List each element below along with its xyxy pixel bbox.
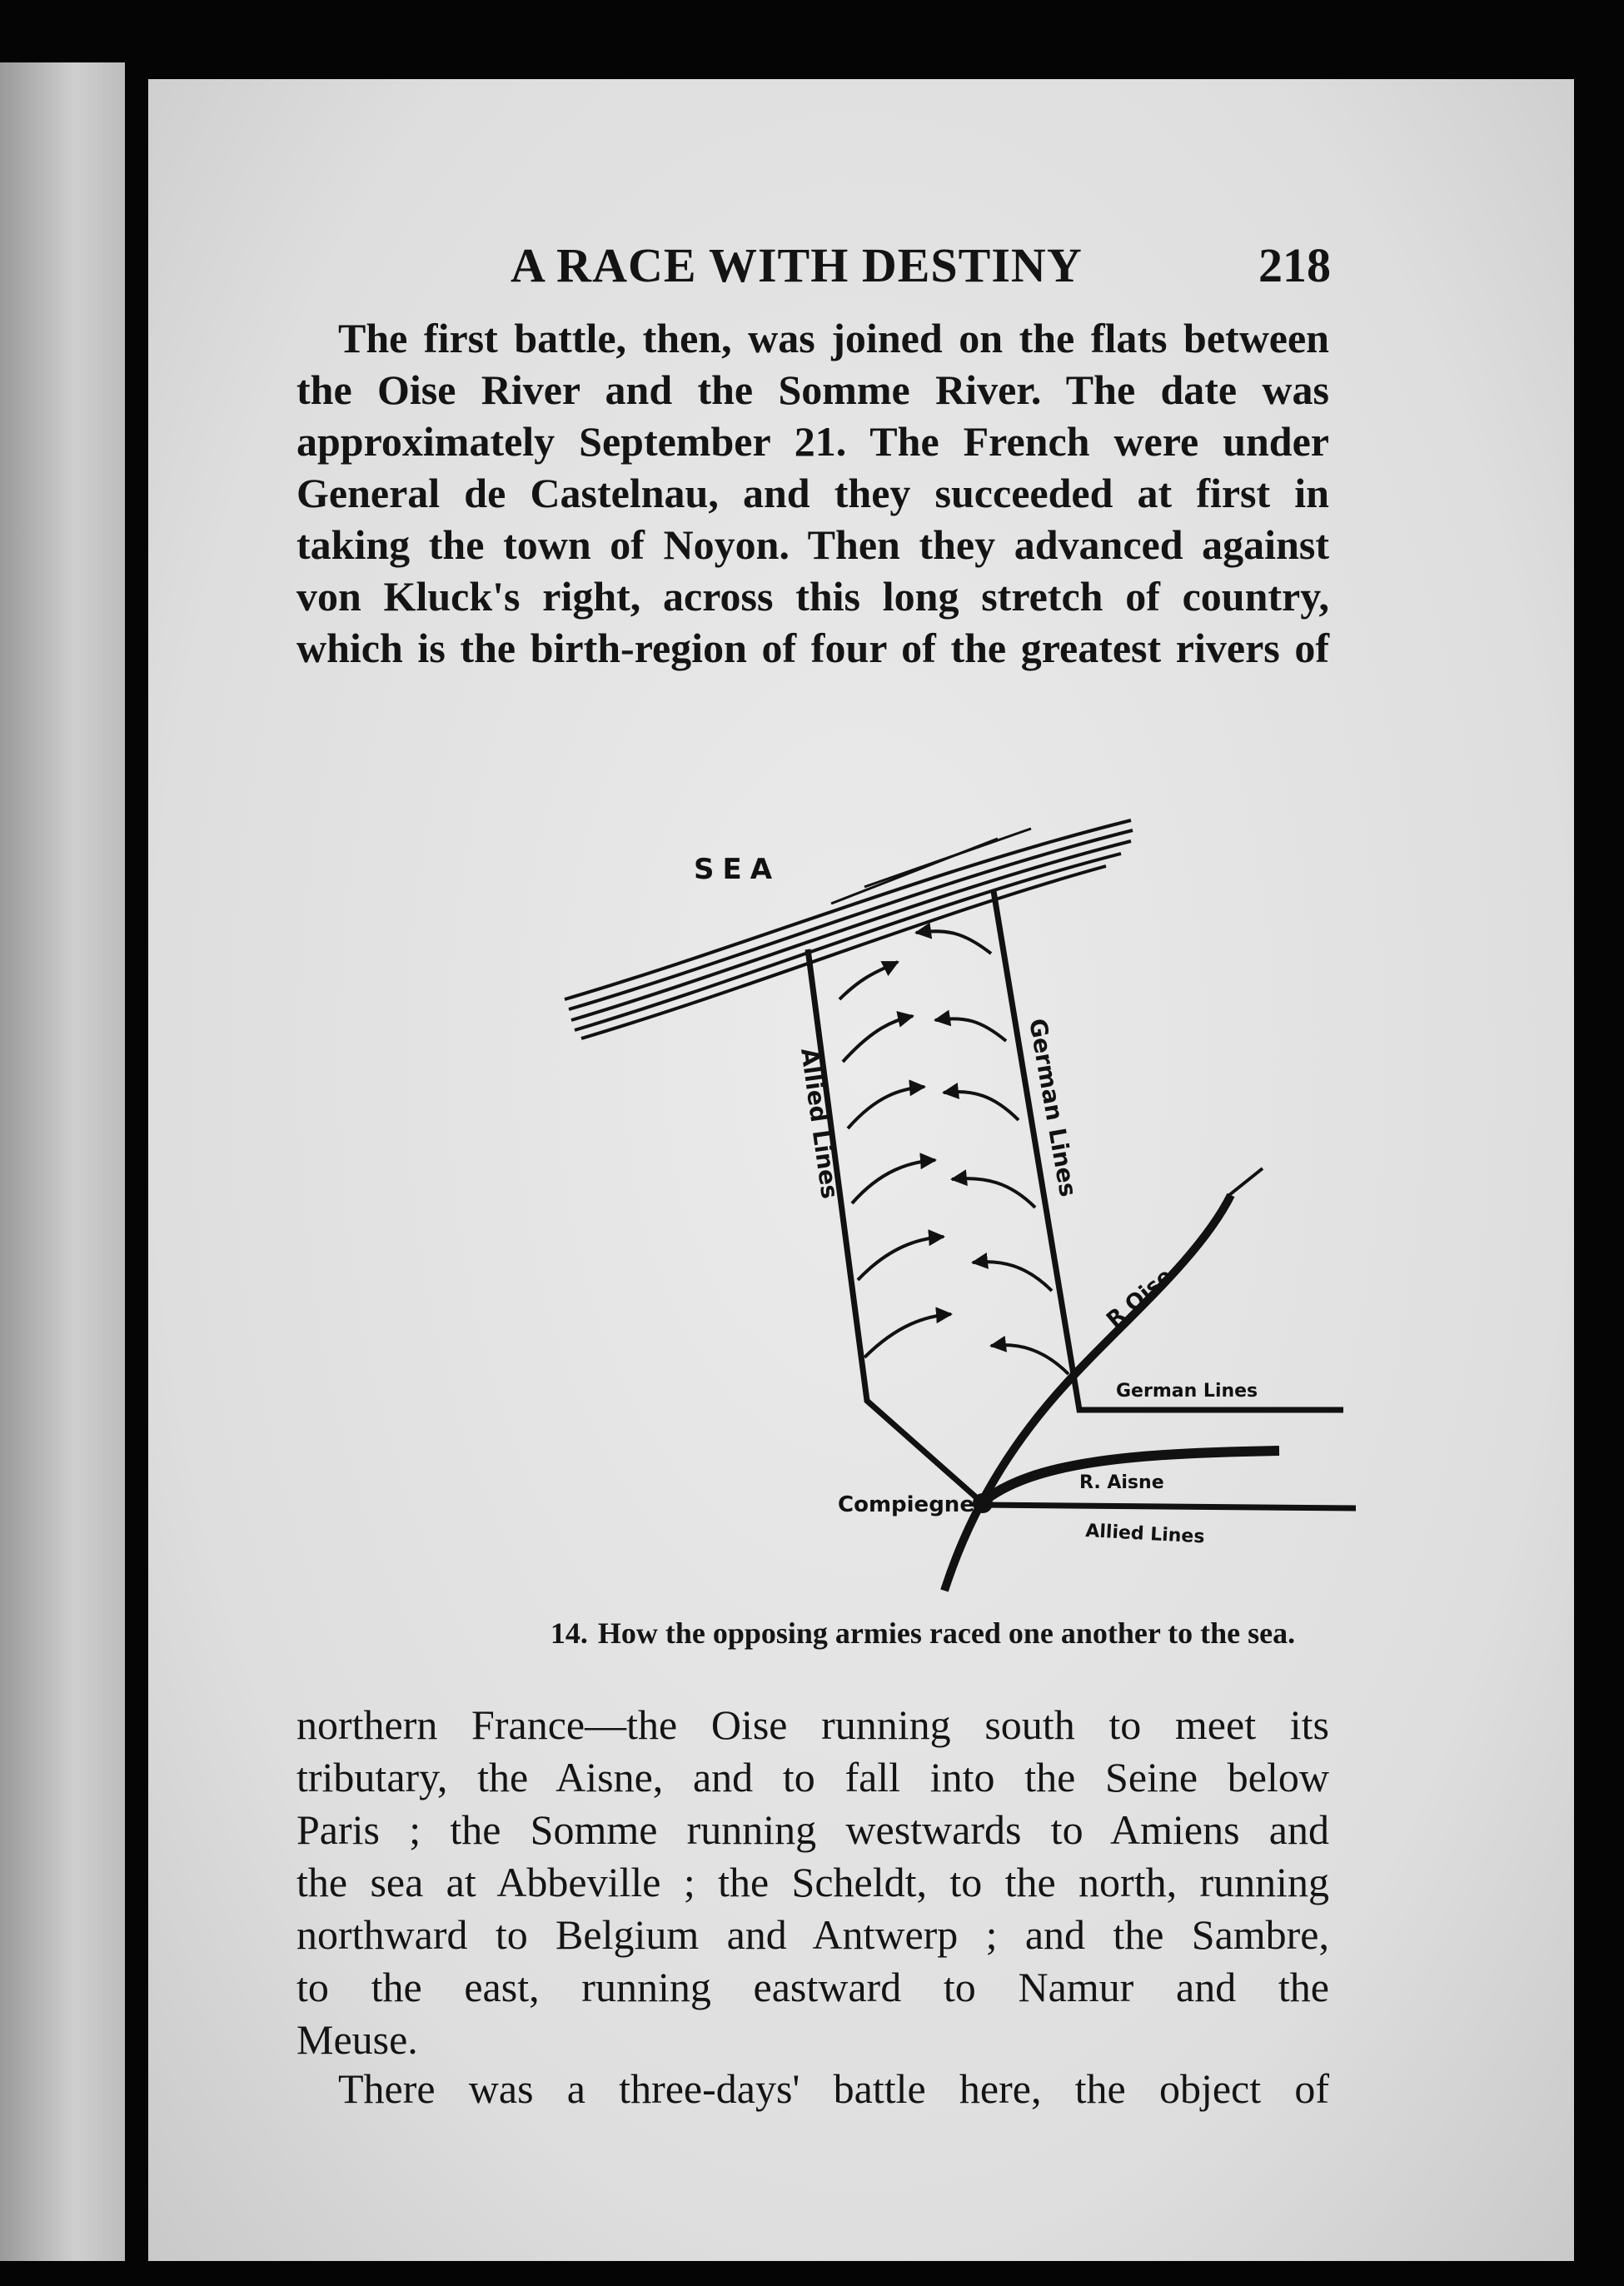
german-lines-path <box>994 891 1343 1410</box>
figure-number: 14. <box>550 1616 588 1650</box>
text-line: tributary, the Aisne, and to fall into the Seine below <box>296 1754 1329 1800</box>
running-title: A RACE WITH DESTINY <box>511 238 1083 292</box>
page-header <box>148 237 1331 304</box>
sea-label: SEA <box>694 853 781 886</box>
text-line: approximately September 21. The French were under <box>296 418 1329 465</box>
text-line: Paris ; the Somme running westwards to Amiens and <box>296 1806 1329 1853</box>
text-line: von Kluck's right, across this long stretch of country, <box>296 573 1329 620</box>
allied-lines-label: Allied Lines <box>795 1046 844 1201</box>
paragraph-2 <box>296 1699 1329 2066</box>
text-line: There was a three-days' battle here, the object of <box>338 2065 1329 2112</box>
book-page <box>148 79 1574 2261</box>
compiegne-marker <box>973 1493 993 1513</box>
text-line: the sea at Abbeville ; the Scheldt, to the north, running <box>296 1859 1329 1905</box>
text-line: northward to Belgium and Antwerp ; and the Sambre, <box>296 1911 1329 1958</box>
german-lines-label: German Lines <box>1024 1016 1083 1199</box>
allied-lines-path <box>808 949 983 1503</box>
figure-map <box>398 729 1447 1678</box>
figure-caption <box>398 1616 1447 1651</box>
figure-caption-text: How the opposing armies raced one another to the sea. <box>597 1616 1296 1650</box>
allied-lines-horizontal-path <box>981 1505 1356 1508</box>
text-line: Meuse. <box>296 2016 418 2063</box>
compiegne-label: Compiegne <box>838 1492 974 1517</box>
river-oise-label: R Oise <box>1102 1263 1178 1333</box>
text-line: which is the birth-region of four of the greatest rivers of <box>296 625 1329 671</box>
text-line: General de Castelnau, and they succeeded at first in <box>296 470 1329 516</box>
german-lines-horizontal-label: German Lines <box>1116 1381 1258 1402</box>
paragraph-1 <box>296 312 1329 674</box>
text-line: the Oise River and the Somme River. The date was <box>296 366 1329 413</box>
german-advance-arrows <box>916 931 1069 1374</box>
sea-coastline <box>565 820 1133 1038</box>
adjacent-page-edge <box>0 62 125 2261</box>
paragraph-3 <box>296 2063 1329 2115</box>
text-line: taking the town of Noyon. Then they advanced against <box>296 521 1329 568</box>
page-number: 218 <box>1258 238 1331 292</box>
text-line: northern France—the Oise running south to meet its <box>296 1701 1329 1748</box>
battle-map-diagram <box>398 729 1447 1611</box>
text-line: The first battle, then, was joined on the flats between <box>338 315 1329 361</box>
river-aisne-label: R. Aisne <box>1079 1472 1164 1493</box>
allied-lines-horizontal-label: Allied Lines <box>1084 1521 1206 1548</box>
text-line: to the east, running eastward to Namur and the <box>296 1964 1329 2010</box>
